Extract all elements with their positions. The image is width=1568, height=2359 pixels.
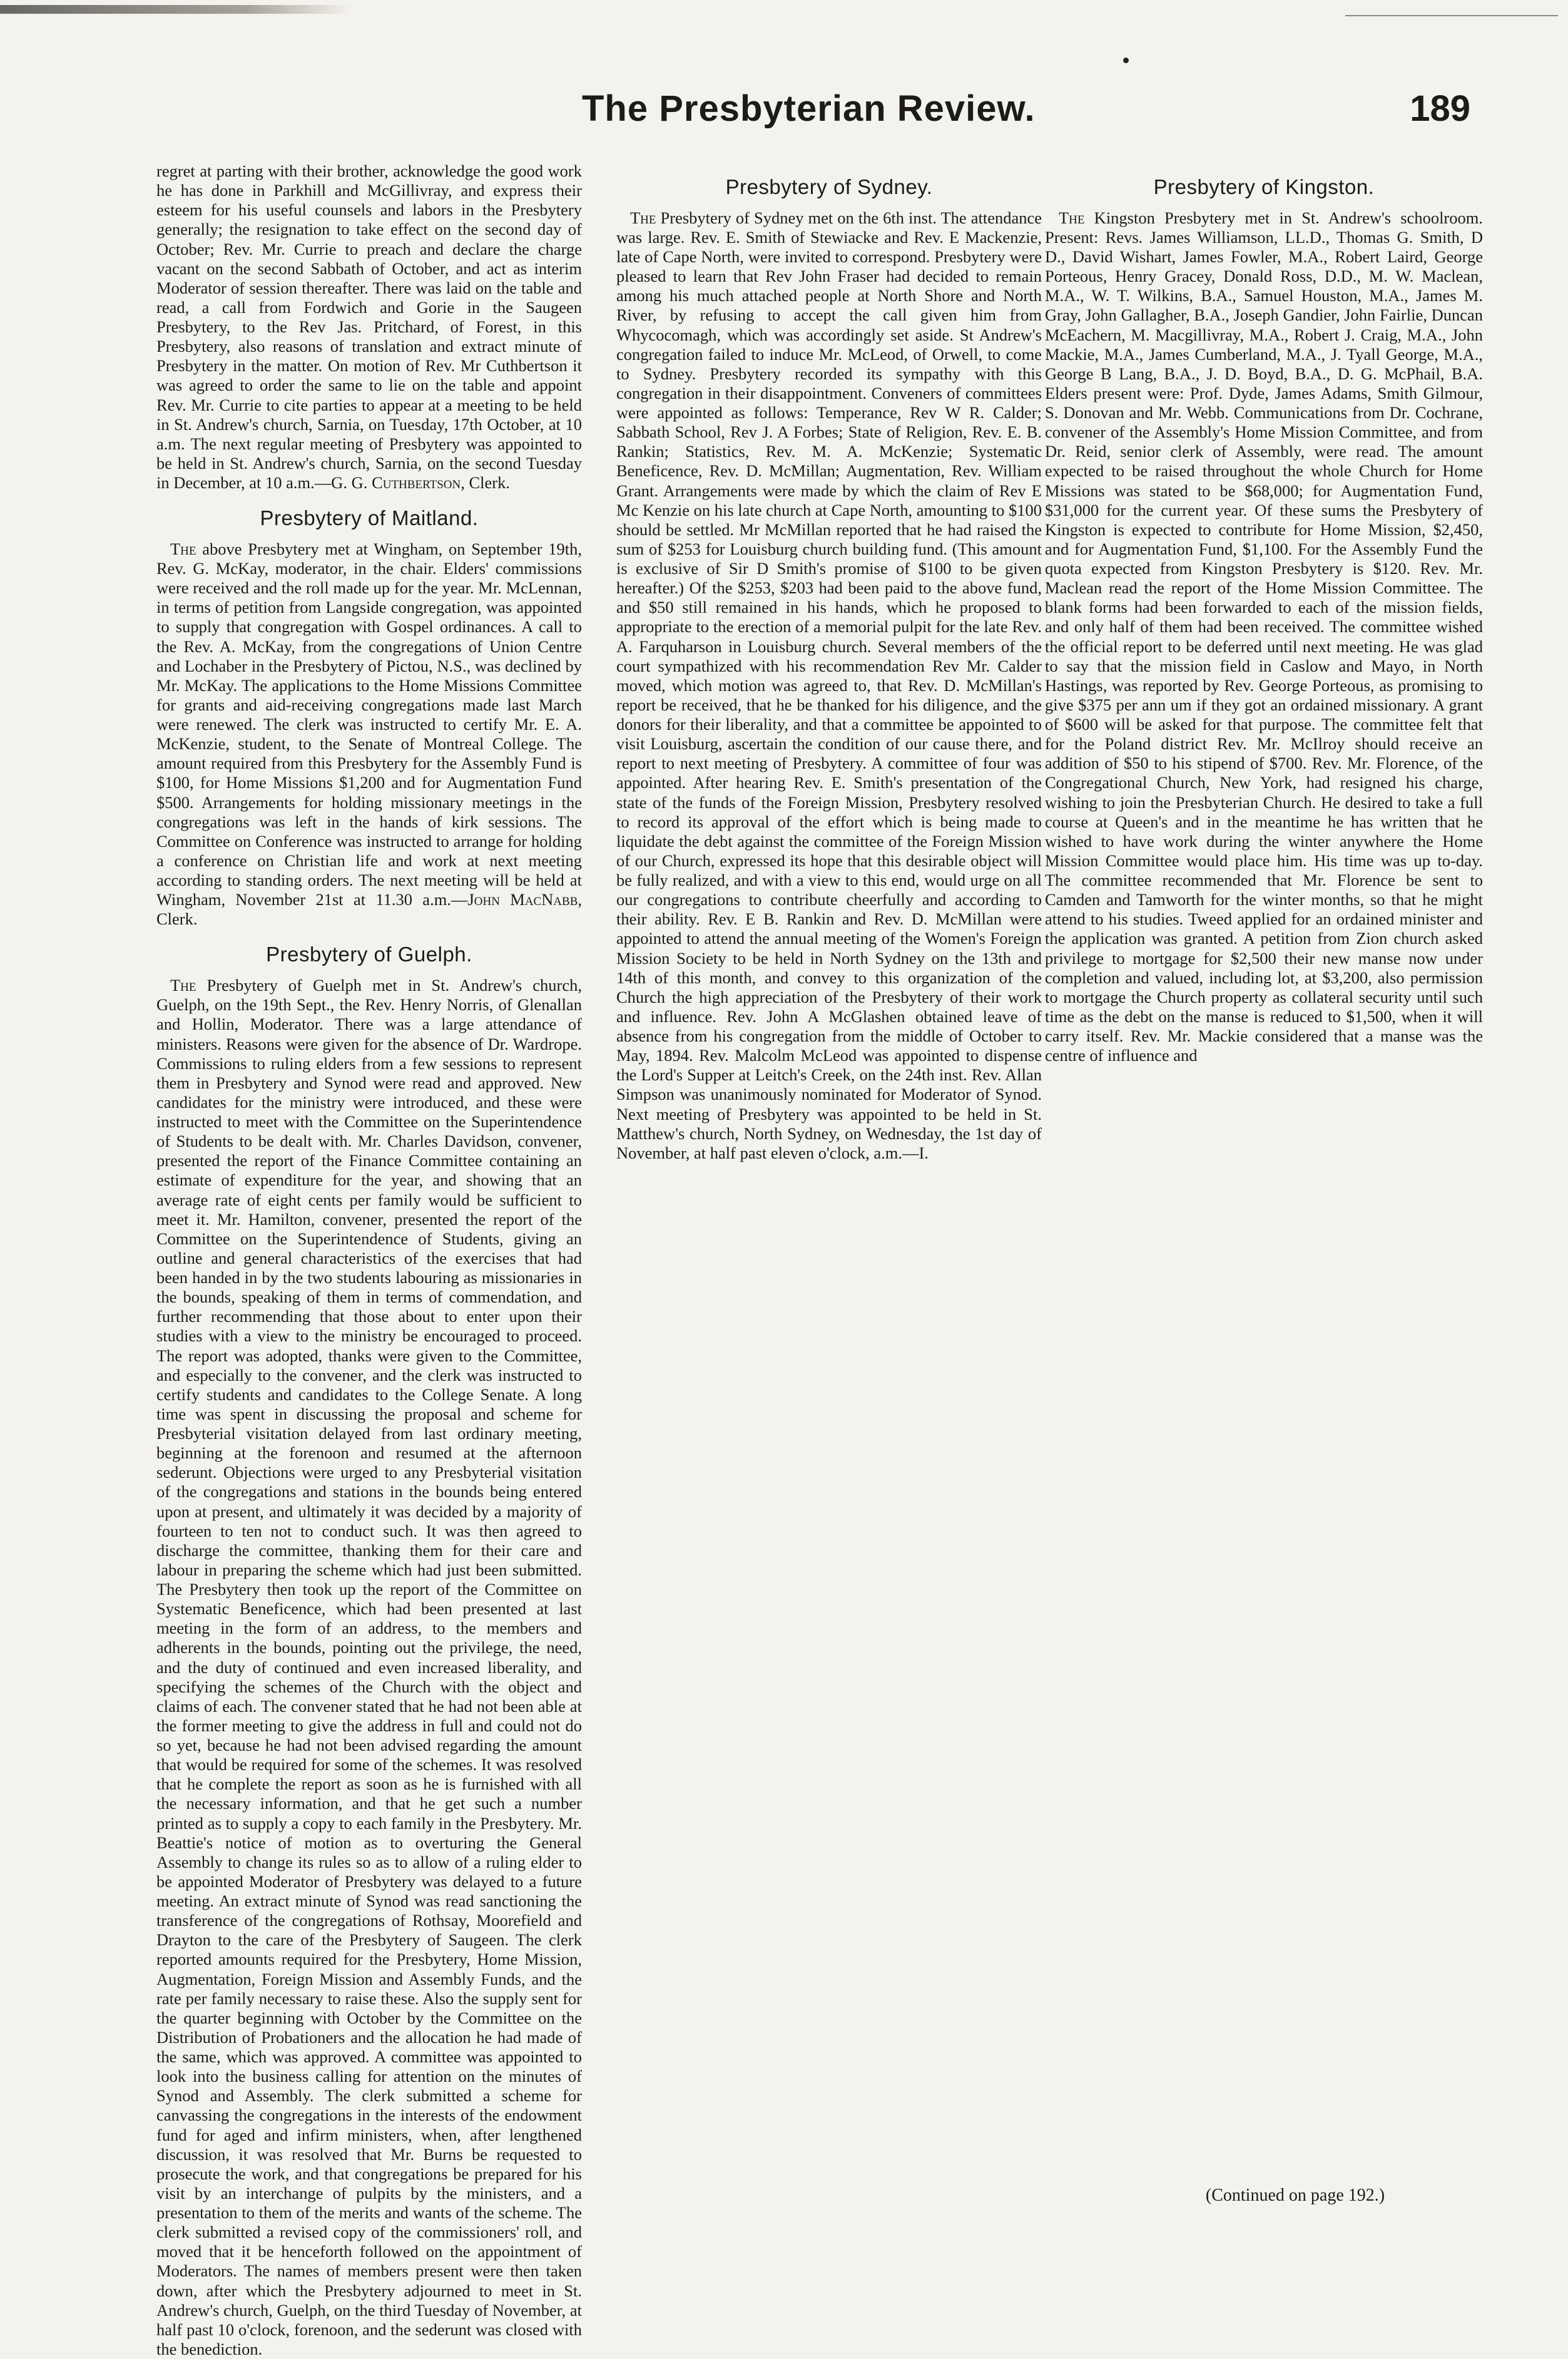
- page-number: 189: [1410, 88, 1470, 129]
- sydney-paragraph: The Presbytery of Sydney met on the 6th inst. The attendance was large. Rev. E. Smith of Stewiacke and Rev. E Mackenzie, late of Cape North, were invited to correspond. Presbytery were pleased to learn that Rev John Fraser had decided to remain among his much attached people at North Shore and North River, by refusing to accept the call given him from Whycocomagh, which was accordingly set aside. St Andrew's congregation failed to induce Mr. McLeod, of Orwell, to come to Sydney. Presbytery recorded its sympathy with this congregation in their disappointment. Conveners of committees were appointed as follows: Temperance, Rev W R. Calder; Sabbath School, Rev J. A Forbes; State of Religion, Rev. E. B. Rankin; Statistics, Rev. M. A. McKenzie; Systematic Beneficence, Rev. D. McMillan; Augmentation, Rev. William Grant. Arrangements were made by which the claim of Rev E Mc Kenzie on his late church at Cape North, amounting to $100 should be settled. Mr McMillan reported that he had raised the sum of $253 for Louisburg church building fund. (This amount is exclusive of Sir D Smith's promise of $100 to be given hereafter.) Of the $253, $203 had been paid to the above fund, and $50 still remained in his hands, which he proposed to appropriate to the erection of a memorial pulpit for the late Rev. A. Farquharson in Louisburg church. Several members of the court sympathized with his recommendation Rev Mr. Calder moved, which motion was agreed to, that Rev. D. McMillan's report be received, that he be thanked for his diligence, and the donors for their liberality, and that a committee be appointed to visit Louisburg, ascertain the condition of our cause there, and report to next meeting of Presbytery. A committee of four was appointed. After hearing Rev. E. Smith's presentation of the state of the funds of the Foreign Mission, Presbytery resolved to record its approval of the effort which is being made to liquidate the debt against the committee of the Foreign Mission of our Church, expressed its hope that this desirable object will be fully realized, and with a view to this end, would urge on all our congregations to contribute cheerfully and according to their ability. Rev. E B. Rankin and Rev. D. McMillan were appointed to attend the annual meeting of the Women's Foreign Mission Society to be held in North Sydney on the 13th and 14th of this month, and convey to this organization of the Church the high appreciation of the Presbytery of their work and influence. Rev. John A McGlashen obtained leave of absence from his congregation from the middle of October to May, 1894. Rev. Malcolm McLeod was appointed to dispense the Lord's Supper at Leitch's Creek, on the 24th inst. Rev. Allan Simpson was unanimously nominated for Moderator of Synod. Next meeting of Presbytery was appointed to be held in St. Matthew's church, North Sydney, on Wednesday, the 1st day of November, at half past eleven o'clock, a.m.—I.: [616, 208, 1042, 1162]
- maitland-heading: Presbytery of Maitland.: [260, 506, 479, 530]
- sydney-heading: Presbytery of Sydney.: [725, 175, 933, 198]
- top-edge-scan-mark: [0, 5, 350, 14]
- maitland-signature: John MacNabb: [467, 890, 578, 909]
- maitland-paragraph: The above Presbytery met at Wingham, on September 19th, Rev. G. McKay, moderator, in the chair. Elders' commissions were received and the roll made up for the year. Mr. McLennan, in terms of petition from Langside congregation, was appointed to supply that congregation with Gospel ordinances. A call to the Rev. A. McKay, from the congregations of Union Centre and Lochaber in the Presbytery of Pictou, N.S., was declined by Mr. McKay. The applications to the Home Missions Committee for grants and aid-receiving congregations made last March were renewed. The clerk was instructed to certify Mr. E. A. McKenzie, student, to the Senate of Montreal College. The amount required from this Presbytery for the Assembly Fund is $100, for Home Missions $1,200 and for Augmentation Fund $500. Arrangements for holding missionary meetings in the congregations was left in the hands of kirk sessions. The Committee on Conference was instructed to arrange for holding a conference on Christian life and work at next meeting according to standing orders. The next meeting will be held at Wingham, November 21st at 11.30 a.m.—John MacNabb, Clerk.: [156, 539, 582, 929]
- guelph-heading: Presbytery of Guelph.: [266, 943, 472, 966]
- kingston-heading: Presbytery of Kingston.: [1153, 175, 1375, 198]
- intro-signature: Cuthbertson: [372, 473, 461, 492]
- column-1: [156, 161, 582, 2358]
- column-3: [1045, 161, 1483, 2183]
- kingston-paragraph: The Kingston Presbytery met in St. Andrew's schoolroom. Present: Revs. James Williamson, LL.D., Thomas G. Smith, D D., David Wishart, James Fowler, M.A., Robert Laird, George Porteous, Henry Gracey, Donald Ross, D.D., M. W. Maclean, M.A., W. T. Wilkins, B.A., Samuel Houston, M.A., James M. Gray, John Gallagher, B.A., Joseph Gandier, John Fairlie, Duncan McEachern, M. Macgillivray, M.A., Robert J. Craig, M.A., John Mackie, M.A., James Cumberland, M.A., J. Tyall George, M.A., George B Lang, B.A., J. D. Boyd, B.A., D. G. McPhail, B.A. Elders present were: Prof. Dyde, James Adams, Smith Gilmour, S. Donovan and Mr. Webb. Communications from Dr. Cochrane, convener of the Assembly's Home Mission Committee, and from Dr. Reid, senior clerk of Assembly, were read. The amount expected to be raised throughout the whole Church for Home Missions was stated to be $68,000; for Augmentation Fund, $31,000 for the current year. Of these sums the Presbytery of Kingston is expected to contribute for Home Mission, $2,450, and for Augmentation Fund, $1,100. For the Assembly Fund the quota expected from Kingston Presbytery is $120. Rev. Mr. Maclean read the report of the Home Mission Committee. The blank forms had been forwarded to each of the mission fields, and only half of them had been received. The committee wished the official report to be deferred until next meeting. He was glad to say that the mission field in Caslow and Mayo, in North Hastings, was reported by Rev. George Porteous, as promising to give $375 per ann um if they got an ordained missionary. A grant of $600 will be asked for that purpose. The committee felt that for the Poland district Rev. Mr. McIlroy should receive an addition of $50 to his stipend of $700. Rev. Mr. Florence, of the Congregational Church, New York, had resigned his charge, wishing to join the Presbyterian Church. He desired to take a full course at Queen's and in the meantime he has written that he wished to have work during the winter anywhere the Home Mission Committee would place him. His time was up to-day. The committee recommended that Mr. Florence be sent to Camden and Tamworth for the winter months, so that he might attend to his studies. Tweed applied for an ordained minister and the application was granted. A petition from Zion church asked privilege to mortgage for $2,500 their new manse now under completion and valued, including lot, at $3,200, also permission to mortgage the Church property as collateral security until such time as the debt on the manse is reduced to $1,500, when it will carry itself. Rev. Mr. Mackie considered that a manse was the centre of influence and: [1045, 208, 1483, 1065]
- journal-title: The Presbyterian Review.: [582, 88, 1036, 129]
- top-edge-rule: [1345, 15, 1558, 16]
- ink-dot: [1123, 58, 1129, 63]
- column-2: [616, 161, 1042, 2183]
- guelph-paragraph: The Presbytery of Guelph met in St. Andrew's church, Guelph, on the 19th Sept., the Rev. Henry Norris, of Glenallan and Hollin, Moderator. There was a large attendance of ministers. Reasons were given for the absence of Dr. Wardrope. Commissions to ruling elders from a few sessions to represent them in Presbytery and Synod were read and approved. New candidates for the ministry were introduced, and these were instructed to meet with the Committee on the Superintendence of Students to be dealt with. Mr. Charles Davidson, convener, presented the report of the Finance Committee containing an estimate of expenditure for the year, and showing that an average rate of eight cents per family would be sufficient to meet it. Mr. Hamilton, convener, presented the report of the Committee on the Superintendence of Students, giving an outline and general characteristics of the exercises that had been handed in by the two students labouring as missionaries in the bounds, speaking of them in terms of commendation, and further recommending that those about to enter upon their studies with a view to the ministry be encouraged to proceed. The report was adopted, thanks were given to the Committee, and especially to the convener, and the clerk was instructed to certify students and candidates to the College Senate. A long time was spent in discussing the proposal and scheme for Presbyterial visitation delayed from last ordinary meeting, beginning at the forenoon and resumed at the afternoon sederunt. Objections were urged to any Presbyterial visitation of the congregations and stations in the bounds being entered upon at present, and ultimately it was decided by a majority of fourteen to ten not to conduct such. It was then agreed to discharge the committee, thanking them for their care and labour in preparing the scheme which had just been submitted. The Presbytery then took up the report of the Committee on Systematic Beneficence, which had been presented at last meeting in the form of an address, to the members and adherents in the bounds, pointing out the privilege, the need, and the duty of continued and even increased liberality, and specifying the schemes of the Church with the object and claims of each. The convener stated that he had not been able at the former meeting to give the address in full and could not do so yet, because he had not been advised regarding the amount that would be required for some of the schemes. It was resolved that he complete the report as soon as he is furnished with all the necessary information, and that he get such a number printed as to supply a copy to each family in the Presbytery. Mr. Beattie's notice of motion as to overturing the General Assembly to change its rules so as to allow of a ruling elder to be appointed Moderator of Presbytery was delayed to a future meeting. An extract minute of Synod was read sanctioning the transference of the congregations of Rothsay, Moorefield and Drayton to the care of the Presbytery of Saugeen. The clerk reported amounts required for the Presbytery, Home Mission, Augmentation, Foreign Mission and Assembly Funds, and the rate per family necessary to raise these. Also the supply sent for the quarter beginning with October by the Committee on the Distribution of Probationers and the allocation he had made of the same, which was approved. A committee was appointed to look into the business calling for attention on the minutes of Synod and Assembly. The clerk submitted a scheme for canvassing the congregations in the interests of the endowment fund for aged and infirm ministers, when, after lengthened discussion, it was resolved that Mr. Burns be requested to prosecute the work, and that congregations be prepared for his visit by an interchange of pulpits by the ministers, and a presentation to them of the merits and wants of the scheme. The clerk submitted a revised copy of the commissioners' roll, and moved that it be henceforth followed on the appointment of Moderators. The names of members present were then taken down, after which the Presbytery adjourned to meet in St. Andrew's church, Guelph, on the third Tuesday of November, at half past 10 o'clock, forenoon, and the sederunt was closed with the benediction.: [156, 976, 582, 2358]
- continued-note: (Continued on page 192.): [1205, 2186, 1385, 2205]
- intro-paragraph: regret at parting with their brother, acknowledge the good work he has done in Parkhill and McGillivray, and express their esteem for his useful counsels and labors in the Presbytery generally; the resignation to take effect on the second day of October; Rev. Mr. Currie to preach and declare the charge vacant on the second Sabbath of October, and act as interim Moderator of session thereafter. There was laid on the table and read, a call from Fordwich and Gorie in the Saugeen Presbytery, to the Rev Jas. Pritchard, of Forest, in this Presbytery, also reasons of translation and extract minute of Presbytery in the matter. On motion of Rev. Mr Cuthbertson it was agreed to order the same to lie on the table and appoint Rev. Mr. Currie to cite parties to appear at a meeting to be held in St. Andrew's church, Sarnia, on Tuesday, 17th October, at 10 a.m. The next regular meeting of Presbytery was appointed to be held in St. Andrew's church, Sarnia, on the second Tuesday in December, at 10 a.m.—G. G. Cuthbertson, Clerk.: [156, 161, 582, 492]
- page-header: [150, 88, 1470, 144]
